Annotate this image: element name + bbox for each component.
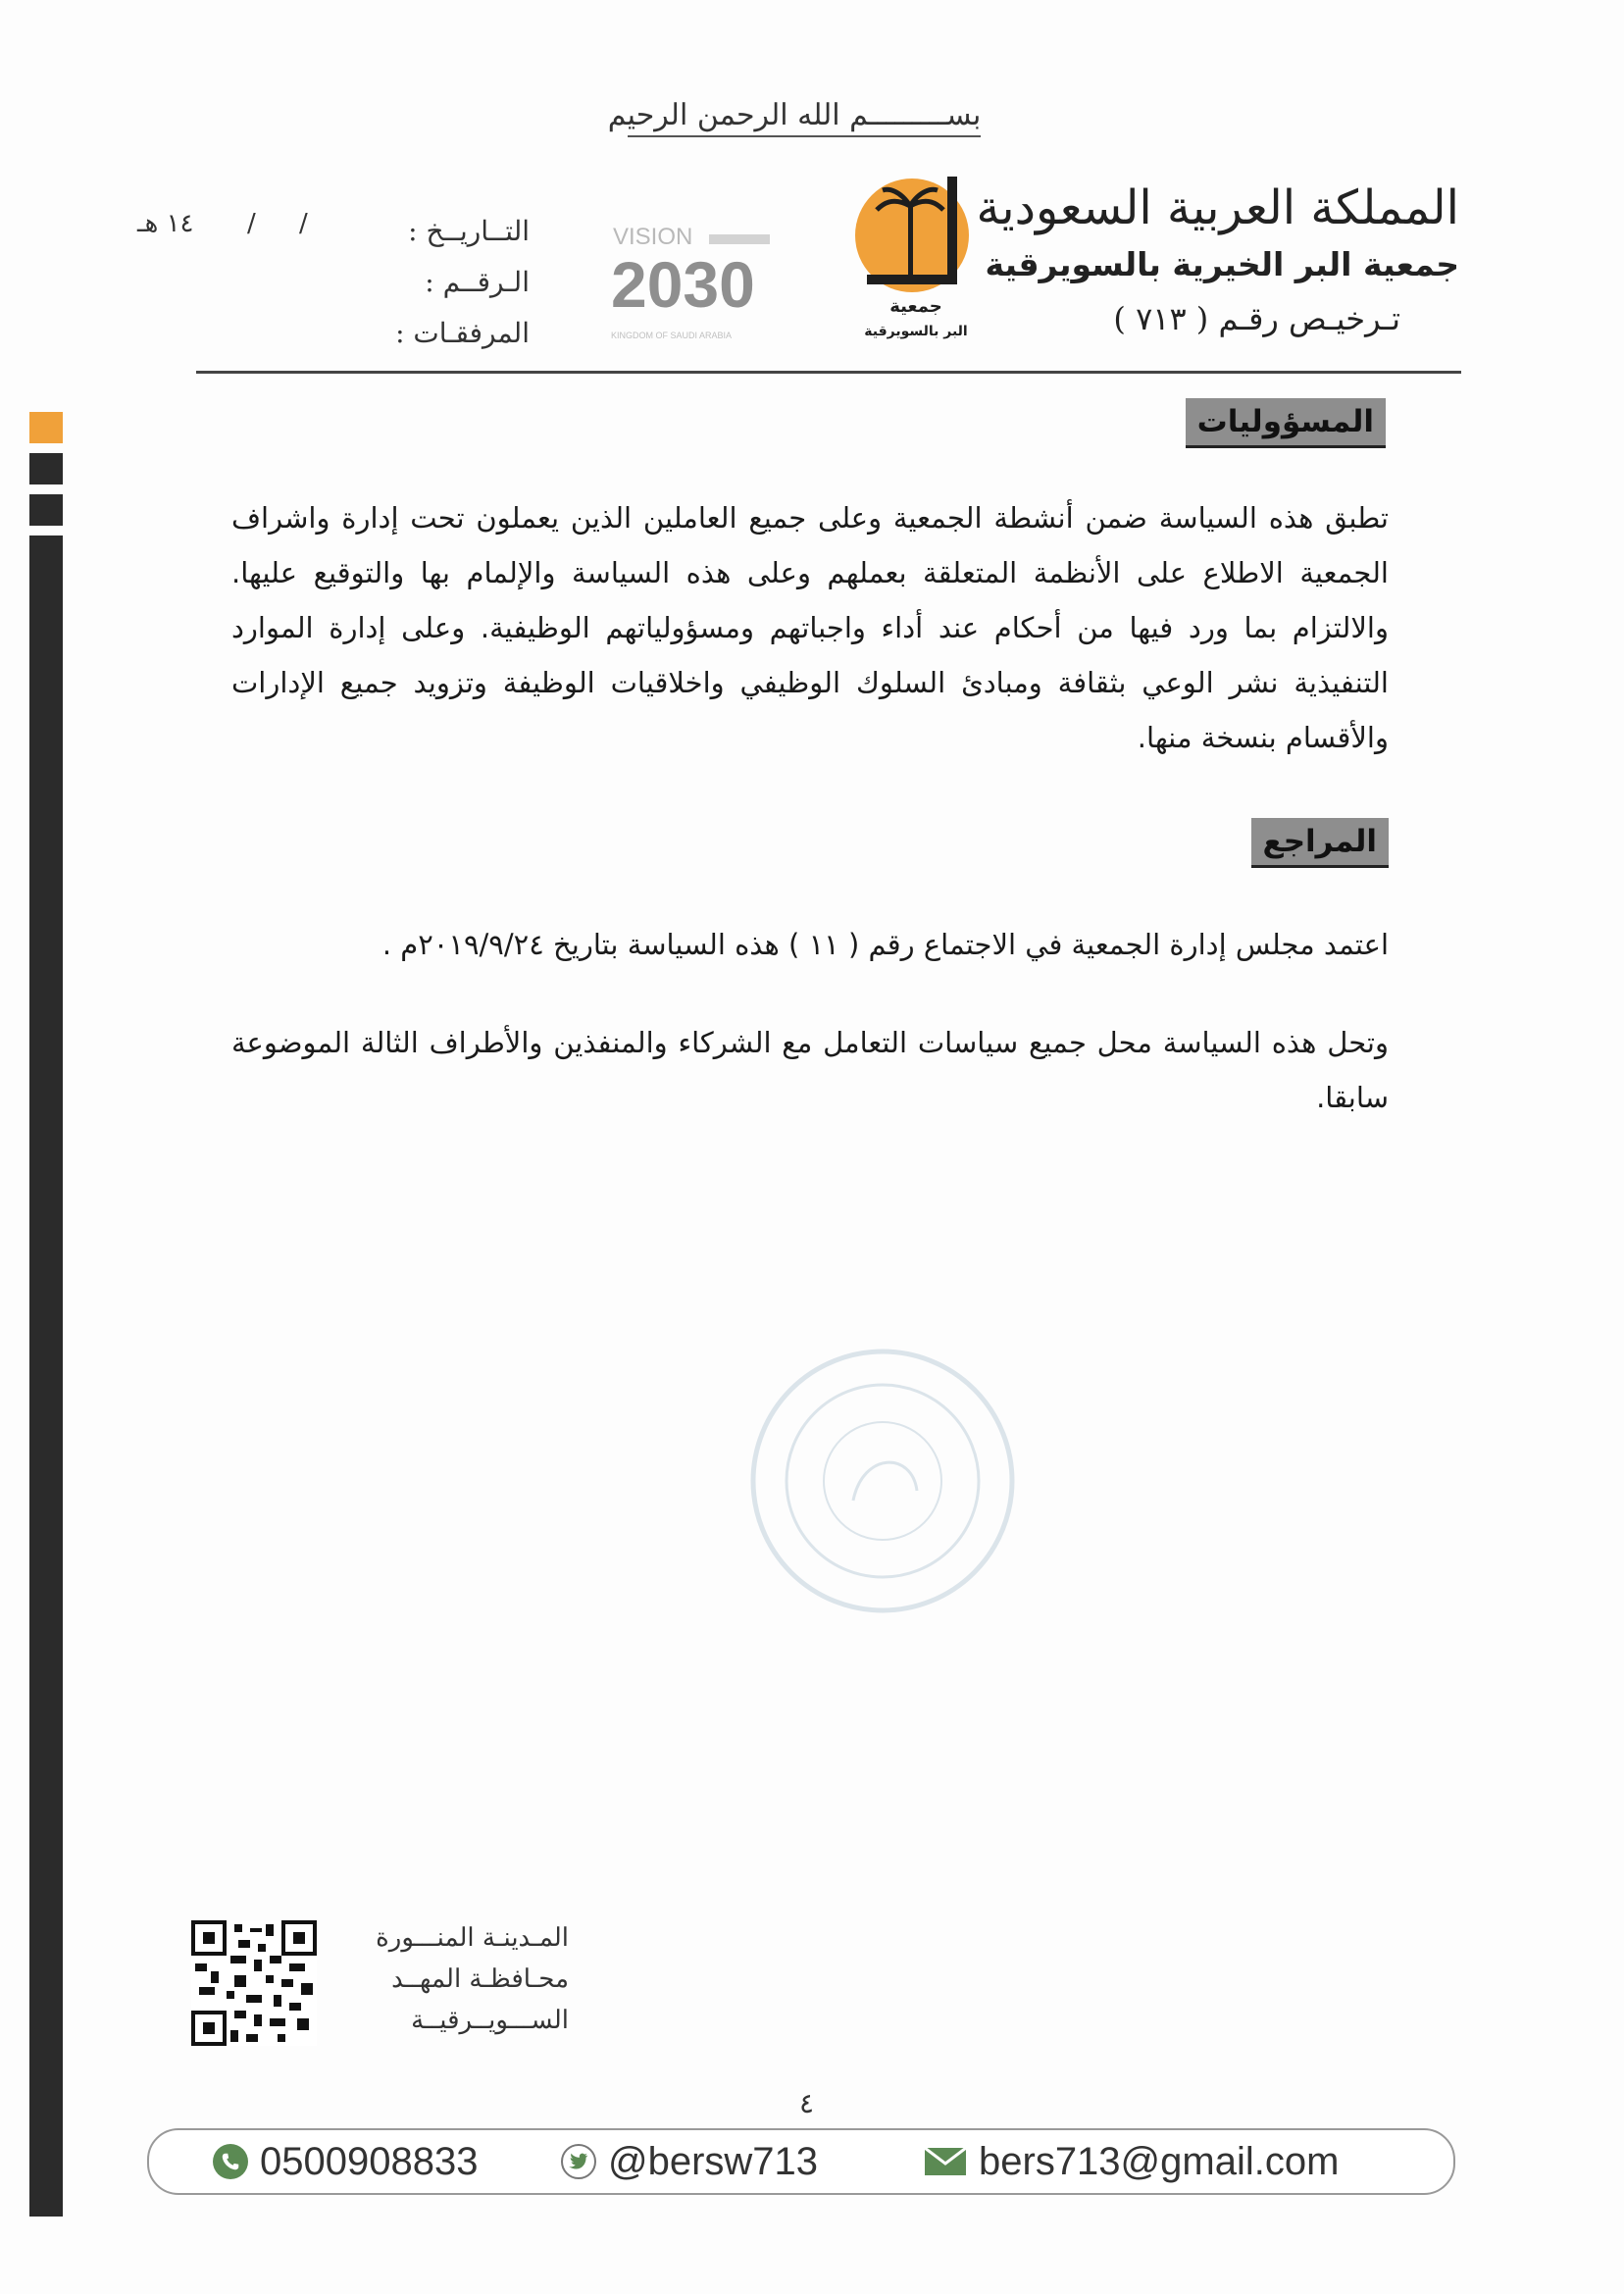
date-label: التــاريــخ : bbox=[408, 215, 530, 247]
official-seal-stamp bbox=[745, 1344, 1020, 1618]
section-title-references: المراجع bbox=[1251, 818, 1389, 868]
header-divider bbox=[196, 371, 1461, 374]
qr-code bbox=[191, 1920, 317, 2046]
vision-subtitle: KINGDOM OF SAUDI ARABIA bbox=[611, 331, 733, 340]
association-name: جمعية البر الخيرية بالسويرقية bbox=[985, 245, 1459, 283]
logo-text-name: البر بالسويرقية bbox=[864, 324, 968, 339]
address-governorate: محـافظـة المهــد bbox=[391, 1964, 569, 1994]
vision-2030-logo bbox=[603, 221, 809, 348]
contact-twitter bbox=[561, 2130, 818, 2193]
email-address: bers713@gmail.com bbox=[979, 2140, 1340, 2183]
document-meta-labels bbox=[373, 206, 530, 359]
address-city: المـدينـة المنـــورة bbox=[376, 1923, 569, 1953]
logo-text-association: جمعية bbox=[889, 296, 942, 317]
basmala: بســـــــــم الله الرحمن الرحيم bbox=[607, 98, 982, 132]
twitter-icon bbox=[561, 2144, 596, 2179]
date-separator: / bbox=[299, 209, 308, 238]
email-icon bbox=[924, 2147, 967, 2176]
address-block bbox=[333, 1917, 569, 2041]
page-number: ٤ bbox=[799, 2087, 815, 2119]
hijri-suffix: ١٤ هـ bbox=[137, 209, 194, 238]
kingdom-name: المملكة العربية السعودية bbox=[976, 180, 1459, 235]
date-separator: / bbox=[247, 209, 256, 238]
section-title-responsibilities: المسؤوليات bbox=[1186, 398, 1386, 448]
twitter-handle: @bersw713 bbox=[608, 2140, 819, 2183]
vision-label: VISION bbox=[613, 224, 693, 250]
left-decorative-stripe bbox=[29, 412, 63, 2217]
number-label: الـرقــم : bbox=[425, 266, 530, 298]
references-replacement-paragraph: وتحل هذه السياسة محل جميع سياسات التعامل مع الشركاء والمنفذين والأطراف الثالة الموضوعة سابقا. bbox=[231, 1026, 1389, 1114]
references-approval-paragraph: اعتمد مجلس إدارة الجمعية في الاجتماع رقم ( ١١ ) هذه السياسة بتاريخ ٢٠١٩/٩/٢٤م . bbox=[381, 928, 1389, 961]
responsibilities-paragraph: تطبق هذه السياسة ضمن أنشطة الجمعية وعلى جميع العاملين الذين يعملون تحت إدارة واشراف الجمعية الاطلاع على الأنظمة المتعلقة بعملهم وعلى هذه السياسة والإلمام بها والتوقيع عليها. والالتزام بما ورد فيها من أحكام عند أداء واجباتهم ومسؤولياتهم الوظيفية. وعلى إدارة الموارد التنفيذية نشر الوعي بثقافة ومبادئ السلوك الوظيفي واخلاقيات الوظيفة وتزويد جميع الإدارات والأقسام بنسخة منها. bbox=[231, 501, 1389, 754]
attachments-label: المرفقـات : bbox=[395, 317, 530, 349]
contact-email bbox=[924, 2130, 1339, 2193]
phone-number: 0500908833 bbox=[260, 2140, 479, 2183]
contact-phone bbox=[213, 2130, 478, 2193]
organization-header bbox=[910, 177, 1459, 347]
vision-year: 2030 bbox=[611, 248, 755, 321]
contact-bar bbox=[147, 2128, 1455, 2195]
phone-icon bbox=[213, 2144, 248, 2179]
license-number: تـرخيـص رقـم ( ٧١٣ ) bbox=[1113, 300, 1400, 337]
basmala-underline bbox=[628, 135, 981, 137]
association-logo bbox=[853, 167, 981, 348]
address-town: الســـويــرقيــة bbox=[411, 2006, 569, 2035]
